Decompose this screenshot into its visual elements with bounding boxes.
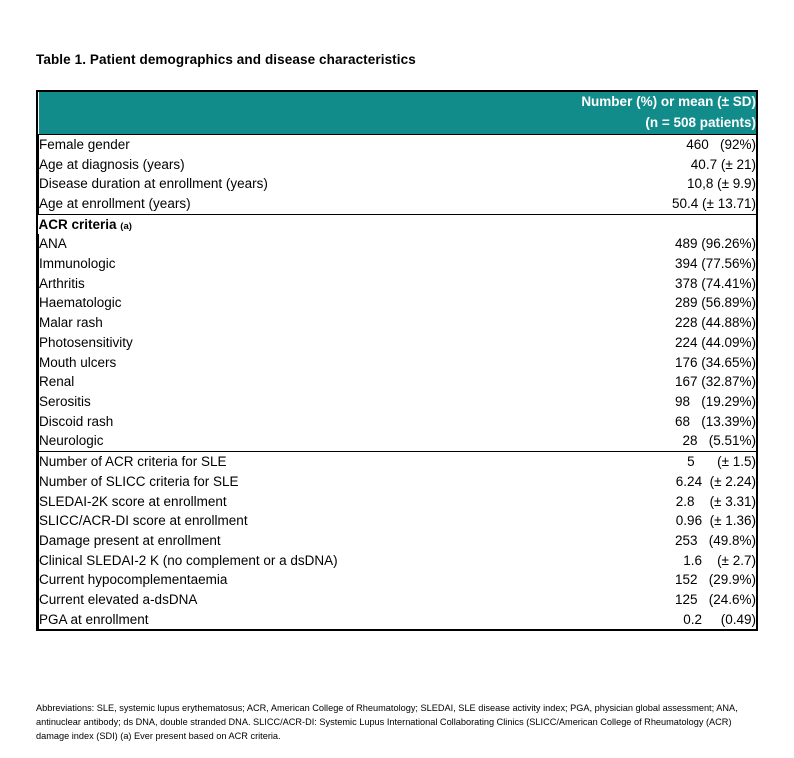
- table-row: [39, 431, 757, 451]
- row-value: 1.6 (± 2.7): [683, 552, 756, 568]
- row-label: Malar rash: [39, 313, 484, 333]
- table-row: [39, 174, 757, 194]
- table-row: [39, 333, 757, 353]
- row-value: 460 (92%): [483, 134, 756, 154]
- row-label: Serositis: [39, 392, 484, 412]
- row-label: Female gender: [39, 134, 484, 154]
- row-label: Neurologic: [39, 431, 484, 451]
- row-label: PGA at enrollment: [39, 610, 484, 630]
- table-row: [39, 313, 757, 333]
- table-row: [39, 492, 757, 512]
- group-label-text: ACR criteria: [38, 216, 117, 232]
- row-label: Age at diagnosis (years): [39, 155, 484, 175]
- table-row: [39, 274, 757, 294]
- table-header-row: [39, 92, 757, 134]
- row-value: 167 (32.87%): [674, 374, 756, 390]
- table-row: [39, 511, 757, 531]
- table-row: [39, 254, 757, 274]
- row-value: 5 (± 1.5): [483, 452, 756, 472]
- table-row: [39, 452, 757, 472]
- group-label-marker: (a): [120, 220, 132, 232]
- header-line-1: Number (%) or mean (± SD): [581, 94, 756, 109]
- table-row: [39, 590, 757, 610]
- row-value: 176 (34.65%): [674, 354, 756, 370]
- row-label: Current hypocomplementaemia: [39, 570, 484, 590]
- row-value: 394 (77.56%): [674, 256, 756, 272]
- row-value: 289 (56.89%): [674, 295, 756, 311]
- row-value: 50.4 (± 13.71): [672, 195, 756, 211]
- table-row: [39, 472, 757, 492]
- row-label: Mouth ulcers: [39, 353, 484, 373]
- row-value: 6.24 (± 2.24): [675, 473, 756, 489]
- row-value: 489 (96.26%): [674, 236, 756, 252]
- demographics-table: [36, 90, 758, 631]
- row-value: 40.7 (± 21): [690, 156, 756, 172]
- table-row: [39, 134, 757, 154]
- group-label: [39, 214, 484, 234]
- row-value: 0.2 (0.49): [683, 611, 756, 627]
- table-footnote: Abbreviations: SLE, systemic lupus erythematosus; ACR, American College of Rheumatology; SLEDAI, SLE disease activity index; PGA, physician global assessment; ANA, antinuclear antibody; ds DNA, double stranded DNA. SLICC/ACR-DI: Systemic Lupus International Collaborating Clinics (SLICC/American College of Rheumatology (ACR) damage index (SDI) (a) Ever present based on ACR criteria.: [36, 703, 738, 741]
- table-row: [39, 155, 757, 175]
- row-value: 228 (44.88%): [674, 315, 756, 331]
- table-row: [39, 570, 757, 590]
- table-row: [39, 372, 757, 392]
- table-row: [39, 293, 757, 313]
- row-label: Discoid rash: [39, 412, 484, 432]
- row-label: Clinical SLEDAI-2 K (no complement or a dsDNA): [39, 551, 484, 571]
- row-label: Disease duration at enrollment (years): [39, 174, 484, 194]
- table-row: [39, 392, 757, 412]
- row-value: 378 (74.41%): [674, 275, 756, 291]
- table-row: [39, 610, 757, 630]
- row-label: Immunologic: [39, 254, 484, 274]
- table-row: [39, 551, 757, 571]
- row-value: 2.8 (± 3.31): [675, 493, 756, 509]
- row-label: ANA: [39, 234, 484, 254]
- row-label: Damage present at enrollment: [39, 531, 484, 551]
- table-row: [39, 353, 757, 373]
- row-value: 224 (44.09%): [674, 334, 756, 350]
- row-label: Photosensitivity: [39, 333, 484, 353]
- row-value: 10,8 (± 9.9): [687, 176, 756, 192]
- table-row: [39, 194, 757, 214]
- group-value: [483, 214, 756, 234]
- row-label: Age at enrollment (years): [39, 194, 484, 214]
- row-value: 98 (19.29%): [674, 393, 756, 409]
- row-value: 253 (49.8%): [674, 532, 756, 548]
- row-label: Haematologic: [39, 293, 484, 313]
- table-group-row: [39, 214, 757, 234]
- table-caption: Table 1. Patient demographics and disease characteristics: [36, 52, 416, 67]
- row-value: 0.96 (± 1.36): [675, 513, 756, 529]
- header-value-cell: [483, 92, 756, 134]
- header-blank-cell: [39, 92, 484, 134]
- row-label: Number of SLICC criteria for SLE: [39, 472, 484, 492]
- row-label: Number of ACR criteria for SLE: [39, 452, 484, 472]
- row-value: 28 (5.51%): [682, 433, 756, 449]
- table-row: [39, 234, 757, 254]
- row-label: Current elevated a-dsDNA: [39, 590, 484, 610]
- row-label: Arthritis: [39, 274, 484, 294]
- row-label: SLEDAI-2K score at enrollment: [39, 492, 484, 512]
- table-row: [39, 412, 757, 432]
- row-value: 68 (13.39%): [674, 413, 756, 429]
- row-label: SLICC/ACR-DI score at enrollment: [39, 511, 484, 531]
- row-value: 125 (24.6%): [674, 592, 756, 608]
- row-value: 152 (29.9%): [674, 572, 756, 588]
- table-row: [39, 531, 757, 551]
- row-label: Renal: [39, 372, 484, 392]
- header-line-2: (n = 508 patients): [645, 114, 756, 130]
